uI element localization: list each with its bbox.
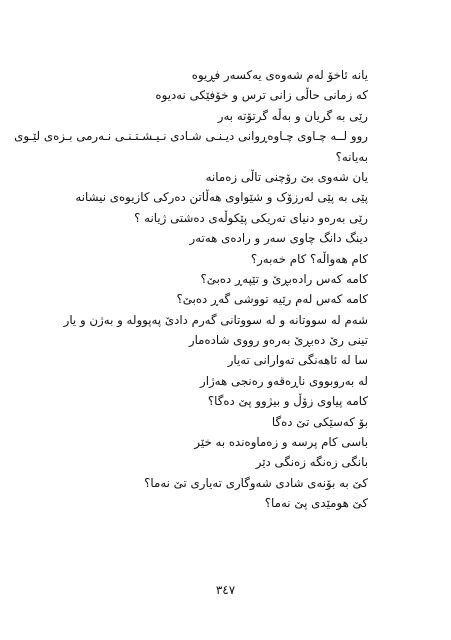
- poem-line: کامە کەس رادەبڕێ و تێپەڕ دەبێ؟: [200, 271, 368, 286]
- poem-line: لە بەروبووی ناڕەقەو رەنجی هەژار: [200, 373, 368, 388]
- poem-line: یانە ئاخۆ لەم شەوەی یەکسەر فڕیوە: [191, 68, 368, 82]
- poem-line: رێی بە گریان و بەڵە گرتۆتە بەر: [217, 108, 368, 123]
- poem-line: کێ هومێدی پێ نەما؟: [264, 496, 368, 511]
- poem-line: یان شەوی بێ رۆچنی تاڵی زەمانە: [205, 169, 368, 184]
- poem-line: باسی کام پرسە و زەماوەندە بە خێر: [194, 435, 368, 450]
- poem-line: رێی بەرەو دنیای تەریکی پێکوڵەی دەشتی ژیانە ؟: [134, 210, 368, 225]
- poem-line: کامە پیاوی زۆڵ و بیژوو پێ دەگا؟: [207, 394, 368, 409]
- page-number: ٣٤٧: [215, 583, 236, 597]
- poem-line: بانگی زەنگە زەنگی دێر: [255, 455, 368, 470]
- poem-line: دینگ دانگ چاوی سەر و رادەی هەتەر: [189, 231, 368, 246]
- poem-line: کە زمانی حاڵی زانی ترس و خۆفێکی نەدیوە: [155, 88, 368, 103]
- poem-line: پێی بە پێی لەرزۆک و شێواوی هەڵاتن دەرکی کازیوەی نیشانە: [75, 190, 368, 205]
- poem-text: [14, 65, 368, 514]
- poem-line: کێ بە بۆنەی شادی شەوگاری تەیاری تێ نەما؟: [144, 475, 368, 490]
- poem-line: تینی رێ دەبڕێ بەرەو رووی شادەمار: [188, 333, 368, 348]
- poem-line: کام هەواڵە؟ کام خەبەر؟: [250, 251, 368, 266]
- poem-line: شەم لە سووتانە و لە سووتانی گەرم دادێ پەپوولە و بەژن و یار: [63, 312, 368, 327]
- poem-line: بۆ کەسێکی تێ دەگا: [271, 414, 368, 429]
- poem-line: کامە کەس لەم رێیە تووشی گەڕ دەبێ؟: [176, 292, 368, 307]
- poem-line: بەیانە؟: [335, 149, 368, 164]
- poem-line: سا لە ئاهەنگی تەوارانی تەیار: [227, 353, 368, 368]
- poem-line: روو لــە چـاوی چـاوەڕوانی دیـنـی شـادی نـیـشـتـنـی نـەرمی بـزەی لێـوی: [14, 129, 368, 144]
